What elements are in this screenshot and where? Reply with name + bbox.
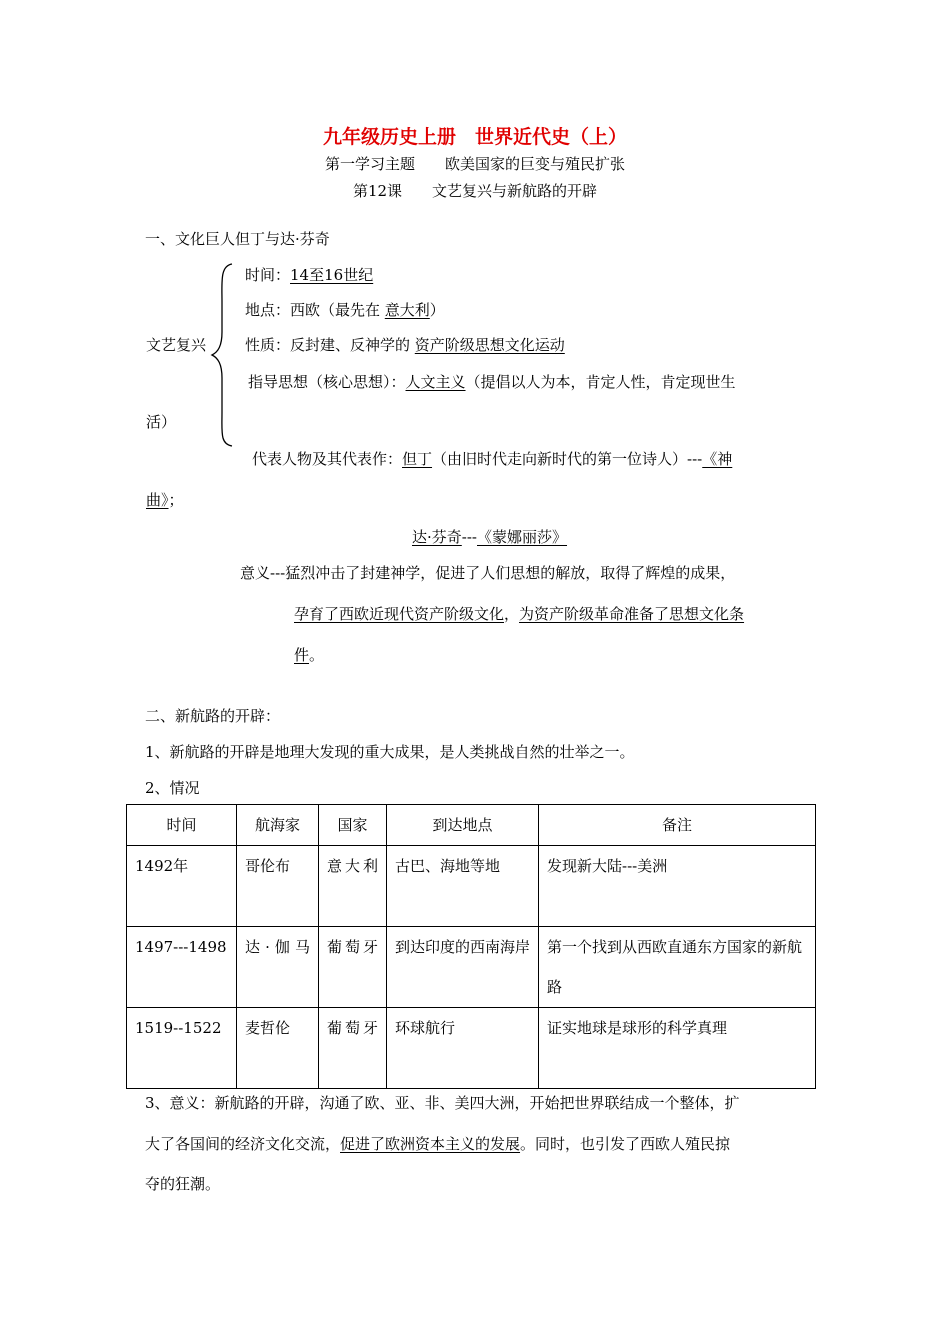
header-country: 国家 (319, 805, 387, 846)
cell-destination: 到达印度的西南海岸 (387, 927, 539, 1008)
cell-navigator: 达·伽马 (237, 927, 319, 1008)
representative-line: 代表人物及其代表作：但丁（由旧时代走向新时代的第一位诗人）---《神 (252, 450, 733, 468)
cell-destination: 环球航行 (387, 1008, 539, 1089)
table-row (127, 927, 816, 1008)
table-row (127, 1008, 816, 1089)
header-destination: 到达地点 (387, 805, 539, 846)
page-title: 九年级历史上册 世界近代史（上） (322, 126, 627, 148)
cell-navigator: 麦哲伦 (237, 1008, 319, 1089)
unit-subtitle: 第一学习主题 欧美国家的巨变与殖民扩张 (324, 155, 625, 173)
cell-country: 葡萄牙 (319, 1008, 387, 1089)
meaning-line-2: 孕育了西欧近现代资产阶级文化，为资产阶级革命准备了思想文化条 (294, 605, 745, 623)
time-line: 时间：14至16世纪 (245, 266, 374, 284)
lesson-subtitle: 第12课 文艺复兴与新航路的开辟 (352, 182, 598, 200)
header-time: 时间 (127, 805, 237, 846)
cell-time: 1492年 (127, 846, 237, 927)
cell-country: 意大利 (319, 846, 387, 927)
nature-line: 性质：反封建、反神学的 资产阶级思想文化运动 (245, 336, 565, 354)
cell-time: 1497---1498 (127, 927, 237, 1008)
place-line: 地点：西欧（最先在 意大利） (245, 301, 445, 319)
meaning-line-3: 件。 (294, 646, 325, 664)
point-3-line-3: 夺的狂潮。 (145, 1175, 221, 1193)
representative-line-cont: 曲》； (146, 491, 184, 509)
cell-notes: 第一个找到从西欧直通东方国家的新航路 (539, 927, 816, 1008)
header-notes: 备注 (539, 805, 816, 846)
point-3-line-2: 大了各国间的经济文化交流，促进了欧洲资本主义的发展。同时，也引发了西欧人殖民掠 (145, 1135, 731, 1153)
idea-line-cont: 活） (146, 413, 177, 431)
idea-line: 指导思想（核心思想）：人文主义（提倡以人为本，肯定人性，肯定现世生 (248, 373, 736, 391)
point-3-line-1: 3、意义：新航路的开辟，沟通了欧、亚、非、美四大洲，开始把世界联结成一个整体，扩 (145, 1094, 740, 1112)
cell-notes: 发现新大陆---美洲 (539, 846, 816, 927)
table-header-row (127, 805, 816, 846)
cell-country: 葡萄牙 (319, 927, 387, 1008)
cell-navigator: 哥伦布 (237, 846, 319, 927)
cell-destination: 古巴、海地等地 (387, 846, 539, 927)
point-1: 1、新航路的开辟是地理大发现的重大成果，是人类挑战自然的壮举之一。 (145, 743, 635, 761)
section1-heading: 一、文化巨人但丁与达·芬奇 (145, 230, 330, 248)
point-2: 2、情况 (145, 779, 200, 797)
cell-notes: 证实地球是球形的科学真理 (539, 1008, 816, 1089)
curly-brace-icon (210, 262, 234, 448)
renaissance-label: 文艺复兴 (146, 336, 207, 354)
table-row (127, 846, 816, 927)
davinci-line: 达·芬奇---《蒙娜丽莎》 (412, 528, 568, 546)
meaning-line-1: 意义---猛烈冲击了封建神学，促进了人们思想的解放，取得了辉煌的成果， (240, 564, 736, 582)
cell-time: 1519--1522 (127, 1008, 237, 1089)
section2-heading: 二、新航路的开辟： (145, 707, 281, 725)
voyages-table (126, 804, 816, 1089)
header-navigator: 航海家 (237, 805, 319, 846)
